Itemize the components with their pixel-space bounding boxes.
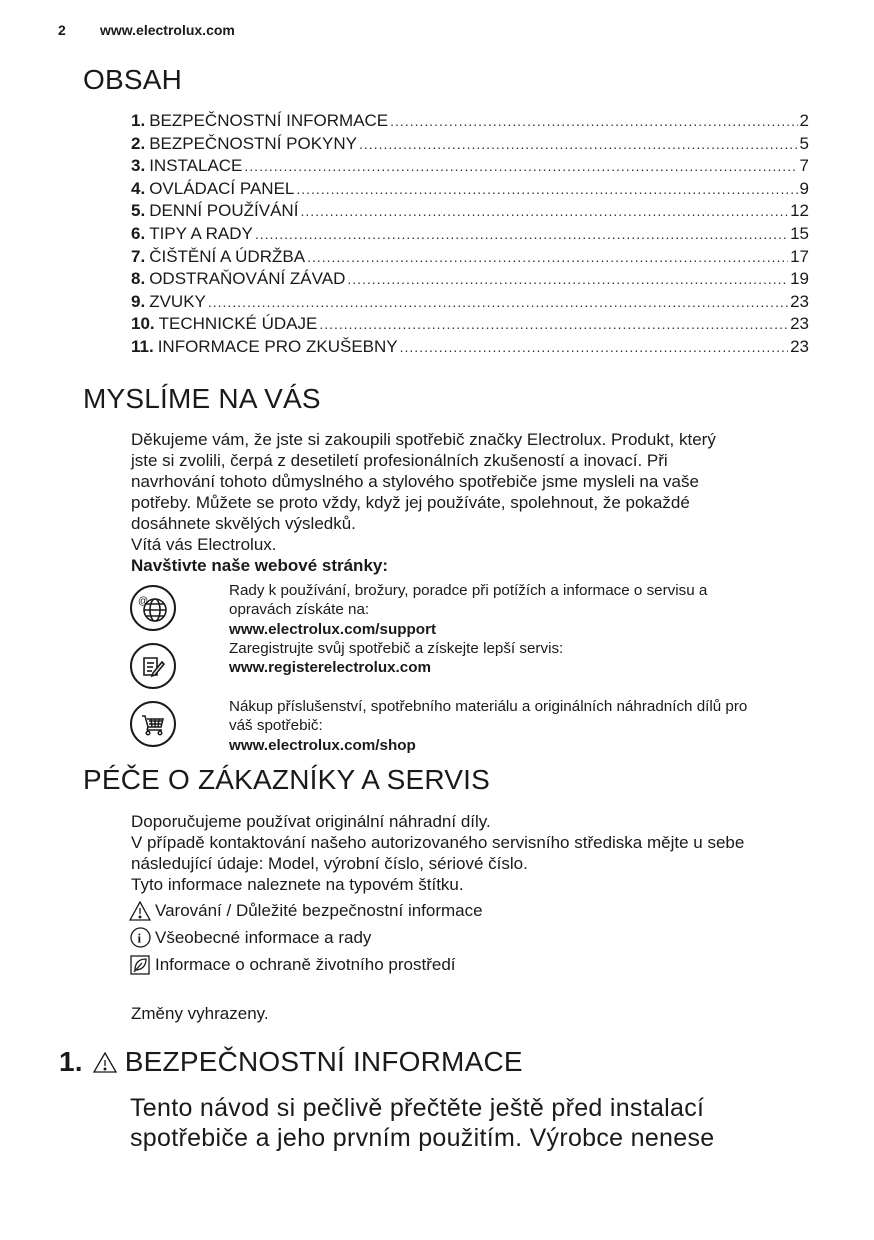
toc-item[interactable]: 9. ZVUKY ..... 23 <box>131 292 809 315</box>
toc-item[interactable]: 1. BEZPEČNOSTNÍ INFORMACE ..... 2 <box>131 111 809 134</box>
toc-item[interactable]: 3. INSTALACE ..... 7 <box>131 156 809 179</box>
dot-leader <box>359 136 798 152</box>
shopping-cart-icon <box>130 701 176 747</box>
dot-leader <box>255 226 788 242</box>
page-number: 2 <box>58 22 66 38</box>
symbol-legend <box>129 897 483 978</box>
warning-triangle-icon <box>93 1052 117 1073</box>
dot-leader <box>300 203 788 219</box>
toc-item[interactable]: 2. BEZPEČNOSTNÍ POKYNY ..... 5 <box>131 134 809 157</box>
safety-intro-paragraph: Tento návod si pečlivě přečtěte ještě před instalací spotřebiče a jeho prvním použitím. Výrobce nenese <box>130 1094 715 1152</box>
visit-website-label: Navštivte naše webové stránky: <box>131 556 389 575</box>
dot-leader <box>347 271 788 287</box>
dot-leader <box>307 249 788 265</box>
dot-leader <box>208 294 788 310</box>
shop-url-link[interactable]: www.electrolux.com/shop <box>229 736 416 754</box>
section-1-heading <box>59 1046 523 1078</box>
table-of-contents <box>131 111 809 360</box>
changes-reserved-note: Změny vyhrazeny. <box>131 1004 269 1023</box>
dot-leader <box>390 113 797 129</box>
dot-leader <box>400 339 788 355</box>
toc-item[interactable]: 8. ODSTRAŇOVÁNÍ ZÁVAD ..... 19 <box>131 269 809 292</box>
toc-item[interactable]: 11. INFORMACE PRO ZKUŠEBNY ..... 23 <box>131 337 809 360</box>
toc-item[interactable]: 4. OVLÁDACÍ PANEL ..... 9 <box>131 179 809 202</box>
toc-item[interactable]: 5. DENNÍ POUŽÍVÁNÍ ..... 12 <box>131 201 809 224</box>
info-circle-icon <box>129 927 151 949</box>
register-url-link[interactable]: www.registerelectrolux.com <box>229 659 432 677</box>
warning-triangle-icon <box>129 900 151 922</box>
customer-care-paragraph: Doporučujeme používat originální náhradní díly. V případě kontaktování našeho autorizovaného servisního střediska mějte u sebe následující údaje: Model, výrobní číslo, sériové číslo. Tyto informace naleznete na typovém štítku. <box>131 812 745 894</box>
svg-text:@: @ <box>138 596 149 607</box>
globe-icon <box>130 585 176 631</box>
toc-title: OBSAH <box>83 64 183 95</box>
thinking-of-you-title: MYSLÍME NA VÁS <box>83 383 321 414</box>
section-title: BEZPEČNOSTNÍ INFORMACE <box>124 1046 523 1077</box>
register-note-icon <box>130 643 176 689</box>
customer-care-title: PÉČE O ZÁKAZNÍKY A SERVIS <box>83 764 491 795</box>
legend-item-info: i Všeobecné informace a rady <box>129 924 483 951</box>
dot-leader <box>296 181 797 197</box>
section-number: 1. <box>59 1046 83 1077</box>
header-url[interactable]: www.electrolux.com <box>100 22 235 38</box>
environment-leaf-icon <box>129 954 151 976</box>
toc-item[interactable]: 6. TIPY A RADY ..... 15 <box>131 224 809 247</box>
toc-item[interactable]: 10. TECHNICKÉ ÚDAJE ..... 23 <box>131 314 809 337</box>
legend-item-warning: Varování / Důležité bezpečnostní informace <box>129 897 483 924</box>
thanks-paragraph: Děkujeme vám, že jste si zakoupili spotřebič značky Electrolux. Produkt, který jste si zvolili, čerpá z desetiletí profesionálních zkušeností a inovací. Při navrhování tohoto důmyslného a stylového spotřebiče jsme mysleli na vaše potřeby. Můžete se proto vždy, když jej používáte, spolehnout, že pokaždé dosáhnete skvělých výsledků. Vítá vás Electrolux. Navštivte naše webové stránky: <box>131 429 831 576</box>
dot-leader <box>244 158 797 174</box>
support-url-link[interactable]: www.electrolux.com/support <box>229 620 437 638</box>
legend-item-environment: Informace o ochraně životního prostředí <box>129 951 483 978</box>
toc-item[interactable]: 7. ČIŠTĚNÍ A ÚDRŽBA ..... 17 <box>131 247 809 270</box>
svg-text:i: i <box>137 930 141 946</box>
support-link-block: Rady k používání, brožury, poradce při potížích a informace o servisu a opravách získáte na: www.electrolux.com/support Zaregistrujte svůj spotřebič a získejte lepší servis: www.registerelectrolux.com <box>229 581 829 677</box>
dot-leader <box>319 316 788 332</box>
shop-link-block: Nákup příslušenství, spotřebního materiálu a originálních náhradních dílů pro váš spotřebič: www.electrolux.com/shop <box>229 697 829 755</box>
